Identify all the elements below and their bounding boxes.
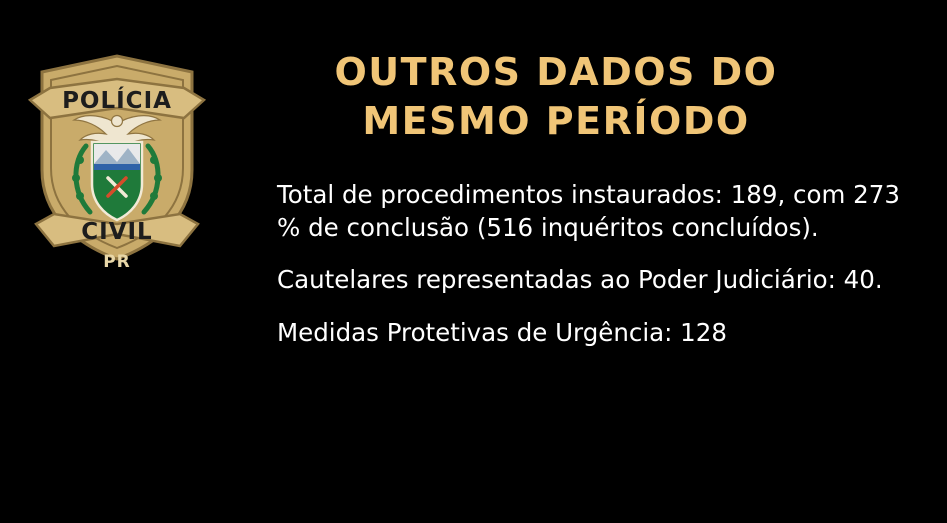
- content-column: [265, 0, 947, 350]
- policia-civil-pr-badge-logo: [20, 38, 215, 273]
- paragraph-cautelares: Cautelares representadas ao Poder Judiciário: 40.: [277, 265, 883, 295]
- badge-state-abbreviation: PR: [103, 252, 131, 272]
- badge-bottom-banner-text: CIVIL: [81, 219, 153, 245]
- paragraph-procedimentos: Total de procedimentos instaurados: 189, com 273 % de conclusão (516 inquéritos concluídos).: [277, 180, 900, 242]
- badge-top-banner-text: POLÍCIA: [62, 88, 172, 114]
- paragraph-medidas-protetivas: Medidas Protetivas de Urgência: 128: [277, 317, 727, 347]
- page-title-line-1: OUTROS DADOS DO: [334, 50, 778, 94]
- badge-area: [0, 0, 265, 523]
- page-title: [265, 48, 907, 145]
- page-title-line-2: MESMO PERÍODO: [362, 98, 750, 143]
